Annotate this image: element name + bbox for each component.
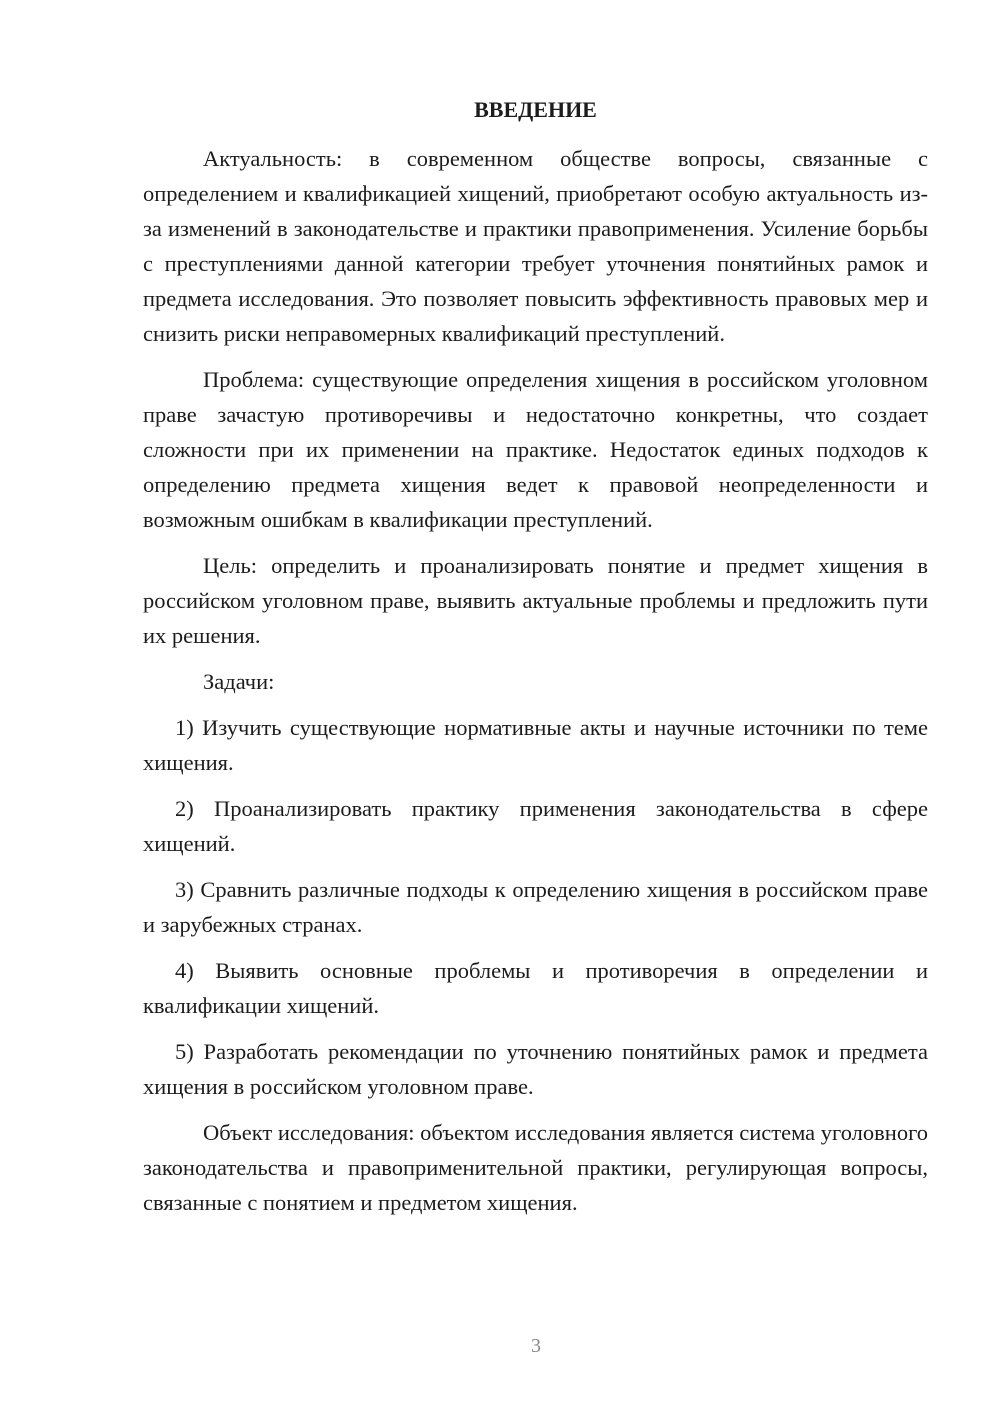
page-content	[143, 95, 928, 1231]
tasks-heading: Задачи:	[203, 669, 275, 694]
task-item-2: 2) Проанализировать практику применения законодательства в сфере хищений.	[143, 796, 928, 856]
paragraph-object: Объект исследования: объектом исследования является система уголовного законодательства и правоприменительной практики, регулирующая вопросы, связанные с понятием и предметом хищения.	[143, 1120, 928, 1215]
task-item-1: 1) Изучить существующие нормативные акты и научные источники по теме хищения.	[143, 715, 928, 775]
paragraph-problem: Проблема: существующие определения хищения в российском уголовном праве зачастую противоречивы и недостаточно конкретны, что создает сложности при их применении на практике. Недостаток единых подходов к определению предмета хищения ведет к правовой неопределенности и возможным ошибкам в квалификации преступлений.	[143, 367, 928, 532]
paragraph-goal: Цель: определить и проанализировать понятие и предмет хищения в российском уголовном праве, выявить актуальные проблемы и предложить пути их решения.	[143, 553, 928, 648]
task-item-4: 4) Выявить основные проблемы и противоречия в определении и квалификации хищений.	[143, 958, 928, 1018]
paragraph-relevance: Актуальность: в современном обществе вопросы, связанные с определением и квалификацией хищений, приобретают особую актуальность из-за изменений в законодательстве и практики правоприменения. Усиление борьбы с преступлениями данной категории требует уточнения понятийных рамок и предмета исследования. Это позволяет повысить эффективность правовых мер и снизить риски неправомерных квалификаций преступлений.	[143, 146, 928, 346]
page-number: 3	[531, 1335, 541, 1357]
section-title: ВВЕДЕНИЕ	[474, 97, 597, 122]
task-item-3: 3) Сравнить различные подходы к определению хищения в российском праве и зарубежных странах.	[143, 877, 928, 937]
task-item-5: 5) Разработать рекомендации по уточнению понятийных рамок и предмета хищения в российском уголовном праве.	[143, 1039, 928, 1099]
